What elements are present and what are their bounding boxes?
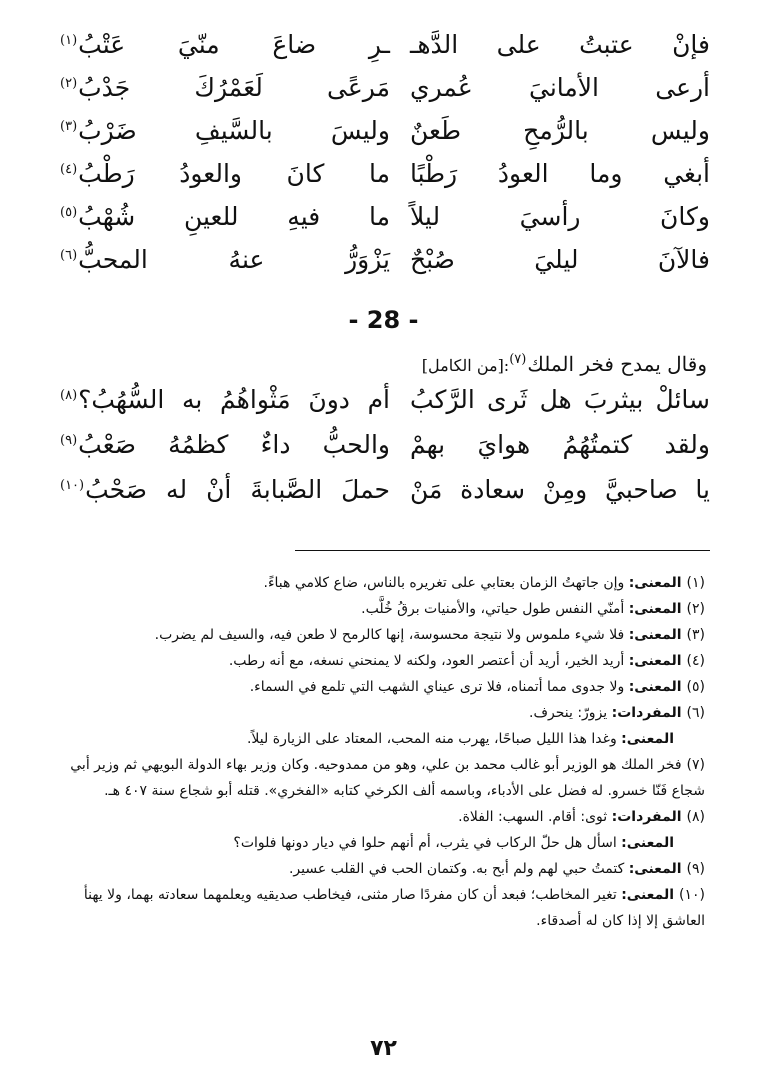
verse-first-hemistich: أرعى الأمانيَ عُمري — [410, 73, 710, 102]
footnote-text: أمنّي النفس طول حياتي، والأمنيات برقُ خُلَّب. — [361, 601, 625, 617]
verse-first-hemistich: وليس بالرُّمحِ طَعنٌ — [410, 116, 710, 145]
footnote-label: المعنى: — [628, 575, 682, 591]
intro-text: وقال يمدح فخر الملك — [527, 352, 707, 376]
footnote-label: المعنى: — [628, 679, 682, 695]
verse — [60, 159, 710, 202]
footnote-ref[interactable]: (٦) — [60, 247, 78, 263]
meter-label: :[من الكامل] — [421, 356, 510, 375]
footnote-label: المفردات: — [611, 809, 682, 825]
verse-second-hemistich — [60, 245, 390, 274]
footnote-ref[interactable]: (٩) — [60, 432, 78, 448]
verse — [60, 30, 710, 73]
footnote-number: (٣) — [686, 627, 705, 643]
hemistich-text: وليسَ بالسَّيفِ ضَرْبُ — [78, 116, 390, 145]
footnote-number: (١٠) — [679, 887, 705, 903]
footnote-number: (٢) — [686, 601, 705, 617]
footnote-label: المفردات: — [611, 705, 682, 721]
page-number: ٧٢ — [370, 1036, 397, 1061]
hemistich-text: أم دونَ مَثْواهُمُ به السُّهُبُ؟ — [78, 385, 390, 414]
footnote-number: (٥) — [686, 679, 705, 695]
verse-second-hemistich — [60, 475, 390, 504]
hemistich-text: مَرعًى لَعَمْرُكَ جَدْبُ — [78, 73, 390, 102]
footnote-label: المعنى: — [621, 835, 674, 851]
hemistich-text: ما فيهِ للعينِ شُهْبُ — [78, 202, 390, 231]
verse-first-hemistich: وكانَ رأسيَ ليلاً — [410, 202, 710, 231]
footnote-text: أريد الخير، أريد أن أعتصر العود، ولكنه لا يمنحني نسغه، مع أنه رطب. — [228, 653, 625, 669]
hemistich-text: حملَ الصَّبابةَ أنْ له صَحْبُ — [85, 475, 390, 504]
footnote-text: تغير المخاطب؛ فبعد أن كان مفردًا صار مثنى، فيخاطب صديقيه ويعلمهما سعادته بهما، ولا يهنأ العاشق إلا إذا كان له أصدقاء. — [83, 887, 705, 929]
verse-second-hemistich — [60, 73, 390, 102]
verse-first-hemistich: أبغي وما العودُ رَطْبًا — [410, 159, 710, 188]
verse — [60, 73, 710, 116]
footnote-label: المعنى: — [628, 861, 682, 877]
verse-first-hemistich: يا صاحبيَّ ومِنْ سعادة مَنْ — [410, 475, 710, 504]
footnote-text: ولا جدوى مما أتمناه، فلا ترى عيناي الشهب التي تلمع في السماء. — [249, 679, 625, 695]
verse — [60, 116, 710, 159]
verse-second-hemistich — [60, 430, 390, 459]
poem-number: - 28 - — [348, 306, 419, 334]
footnote-text: فخر الملك هو الوزير أبو غالب محمد بن علي، وهو من ممدوحيه. وكان وزير بهاء الدولة البويهي ثم وزير أبي شجاع فَنّا خسرو. له فضل على الأدباء، وباسمه ألف الكرخي كتابه «الفخري». قتله أبو شجاع سنة ٤٠٧ هـ. — [70, 757, 705, 799]
footnote-text: وغدا هذا الليل صباحًا، يهرب منه المحب، المعتاد على الزيارة ليلاً. — [246, 731, 617, 747]
verse — [60, 385, 710, 430]
footnote — [55, 648, 705, 674]
footnote-ref[interactable]: (١) — [60, 32, 78, 48]
verse — [60, 475, 710, 520]
poem-intro — [422, 352, 707, 376]
footnote — [55, 596, 705, 622]
footnote-text: اسأل هل حلّ الركاب في يثرب، أم أنهم حلوا في ديار دونها فلوات؟ — [233, 835, 617, 851]
footnote-label: المعنى: — [621, 731, 674, 747]
footnote — [55, 752, 705, 804]
footnote-text: فلا شيء ملموس ولا نتيجة محسوسة، إنها كالرمح لا طعن فيه، والسيف لم يضرب. — [154, 627, 625, 643]
verse-second-hemistich — [60, 30, 390, 59]
footnote-continuation — [55, 830, 705, 856]
verse-first-hemistich: ولقد كتمتُهُمُ هوايَ بهمْ — [410, 430, 710, 459]
footnote — [55, 804, 705, 830]
verse-second-hemistich — [60, 116, 390, 145]
verse — [60, 245, 710, 288]
footnote-label: المعنى: — [621, 887, 675, 903]
footnote — [55, 856, 705, 882]
footnote-text: كتمتُ حبي لهم ولم أبح به. وكتمان الحب في القلب عسير. — [288, 861, 625, 877]
footnote-ref[interactable]: (٥) — [60, 204, 78, 220]
footnote-ref[interactable]: (٨) — [60, 387, 78, 403]
hemistich-text: والحبُّ داءٌ كظمُهُ صَعْبُ — [78, 430, 390, 459]
footnote — [55, 622, 705, 648]
footnotes — [55, 570, 705, 934]
footnote-ref[interactable]: (٧) — [509, 352, 527, 368]
footnote-ref[interactable]: (٤) — [60, 161, 78, 177]
footnote-label: المعنى: — [628, 627, 682, 643]
footnote-number: (٦) — [686, 705, 705, 721]
verse-first-hemistich: فإنْ عتبتُ على الدَّهـ — [410, 30, 710, 59]
footnote-number: (٧) — [686, 757, 705, 773]
footnote-text: ثوى: أقام. السهب: الفلاة. — [458, 809, 608, 825]
footnote-divider — [295, 550, 710, 551]
hemistich-text: ما كانَ والعودُ رَطْبُ — [78, 159, 390, 188]
verse-first-hemistich: فالآنَ ليليَ صُبْحٌ — [410, 245, 710, 274]
verse-first-hemistich: سائلْ بيثربَ هل ثَرى الرَّكبُ — [410, 385, 710, 414]
footnote-continuation — [55, 726, 705, 752]
footnote-label: المعنى: — [628, 653, 682, 669]
footnote-ref[interactable]: (١٠) — [60, 477, 85, 493]
verse — [60, 202, 710, 245]
footnote-ref[interactable]: (٣) — [60, 118, 78, 134]
poem-27-verses — [60, 30, 710, 288]
verse — [60, 430, 710, 475]
verse-second-hemistich — [60, 159, 390, 188]
hemistich-text: ـرِ ضاعَ منّيَ عَتْبُ — [78, 30, 390, 59]
footnote — [55, 570, 705, 596]
footnote-text: وإن جاتهتُ الزمان بعتابي على تغريره بالناس، ضاع كلامي هباءً. — [263, 575, 625, 591]
footnote — [55, 700, 705, 726]
footnote-ref[interactable]: (٢) — [60, 75, 78, 91]
footnote-number: (٨) — [686, 809, 705, 825]
footnote-number: (٤) — [686, 653, 705, 669]
footnote — [55, 674, 705, 700]
footnote-label: المعنى: — [628, 601, 682, 617]
poem-28-verses — [60, 385, 710, 520]
footnote-number: (٩) — [686, 861, 705, 877]
verse-second-hemistich — [60, 385, 390, 414]
hemistich-text: يَزْوَرُّ عنهُ المحبُّ — [78, 245, 390, 274]
footnote-text: يزورّ: ينحرف. — [529, 705, 608, 721]
footnote-number: (١) — [686, 575, 705, 591]
verse-second-hemistich — [60, 202, 390, 231]
footnote — [55, 882, 705, 934]
